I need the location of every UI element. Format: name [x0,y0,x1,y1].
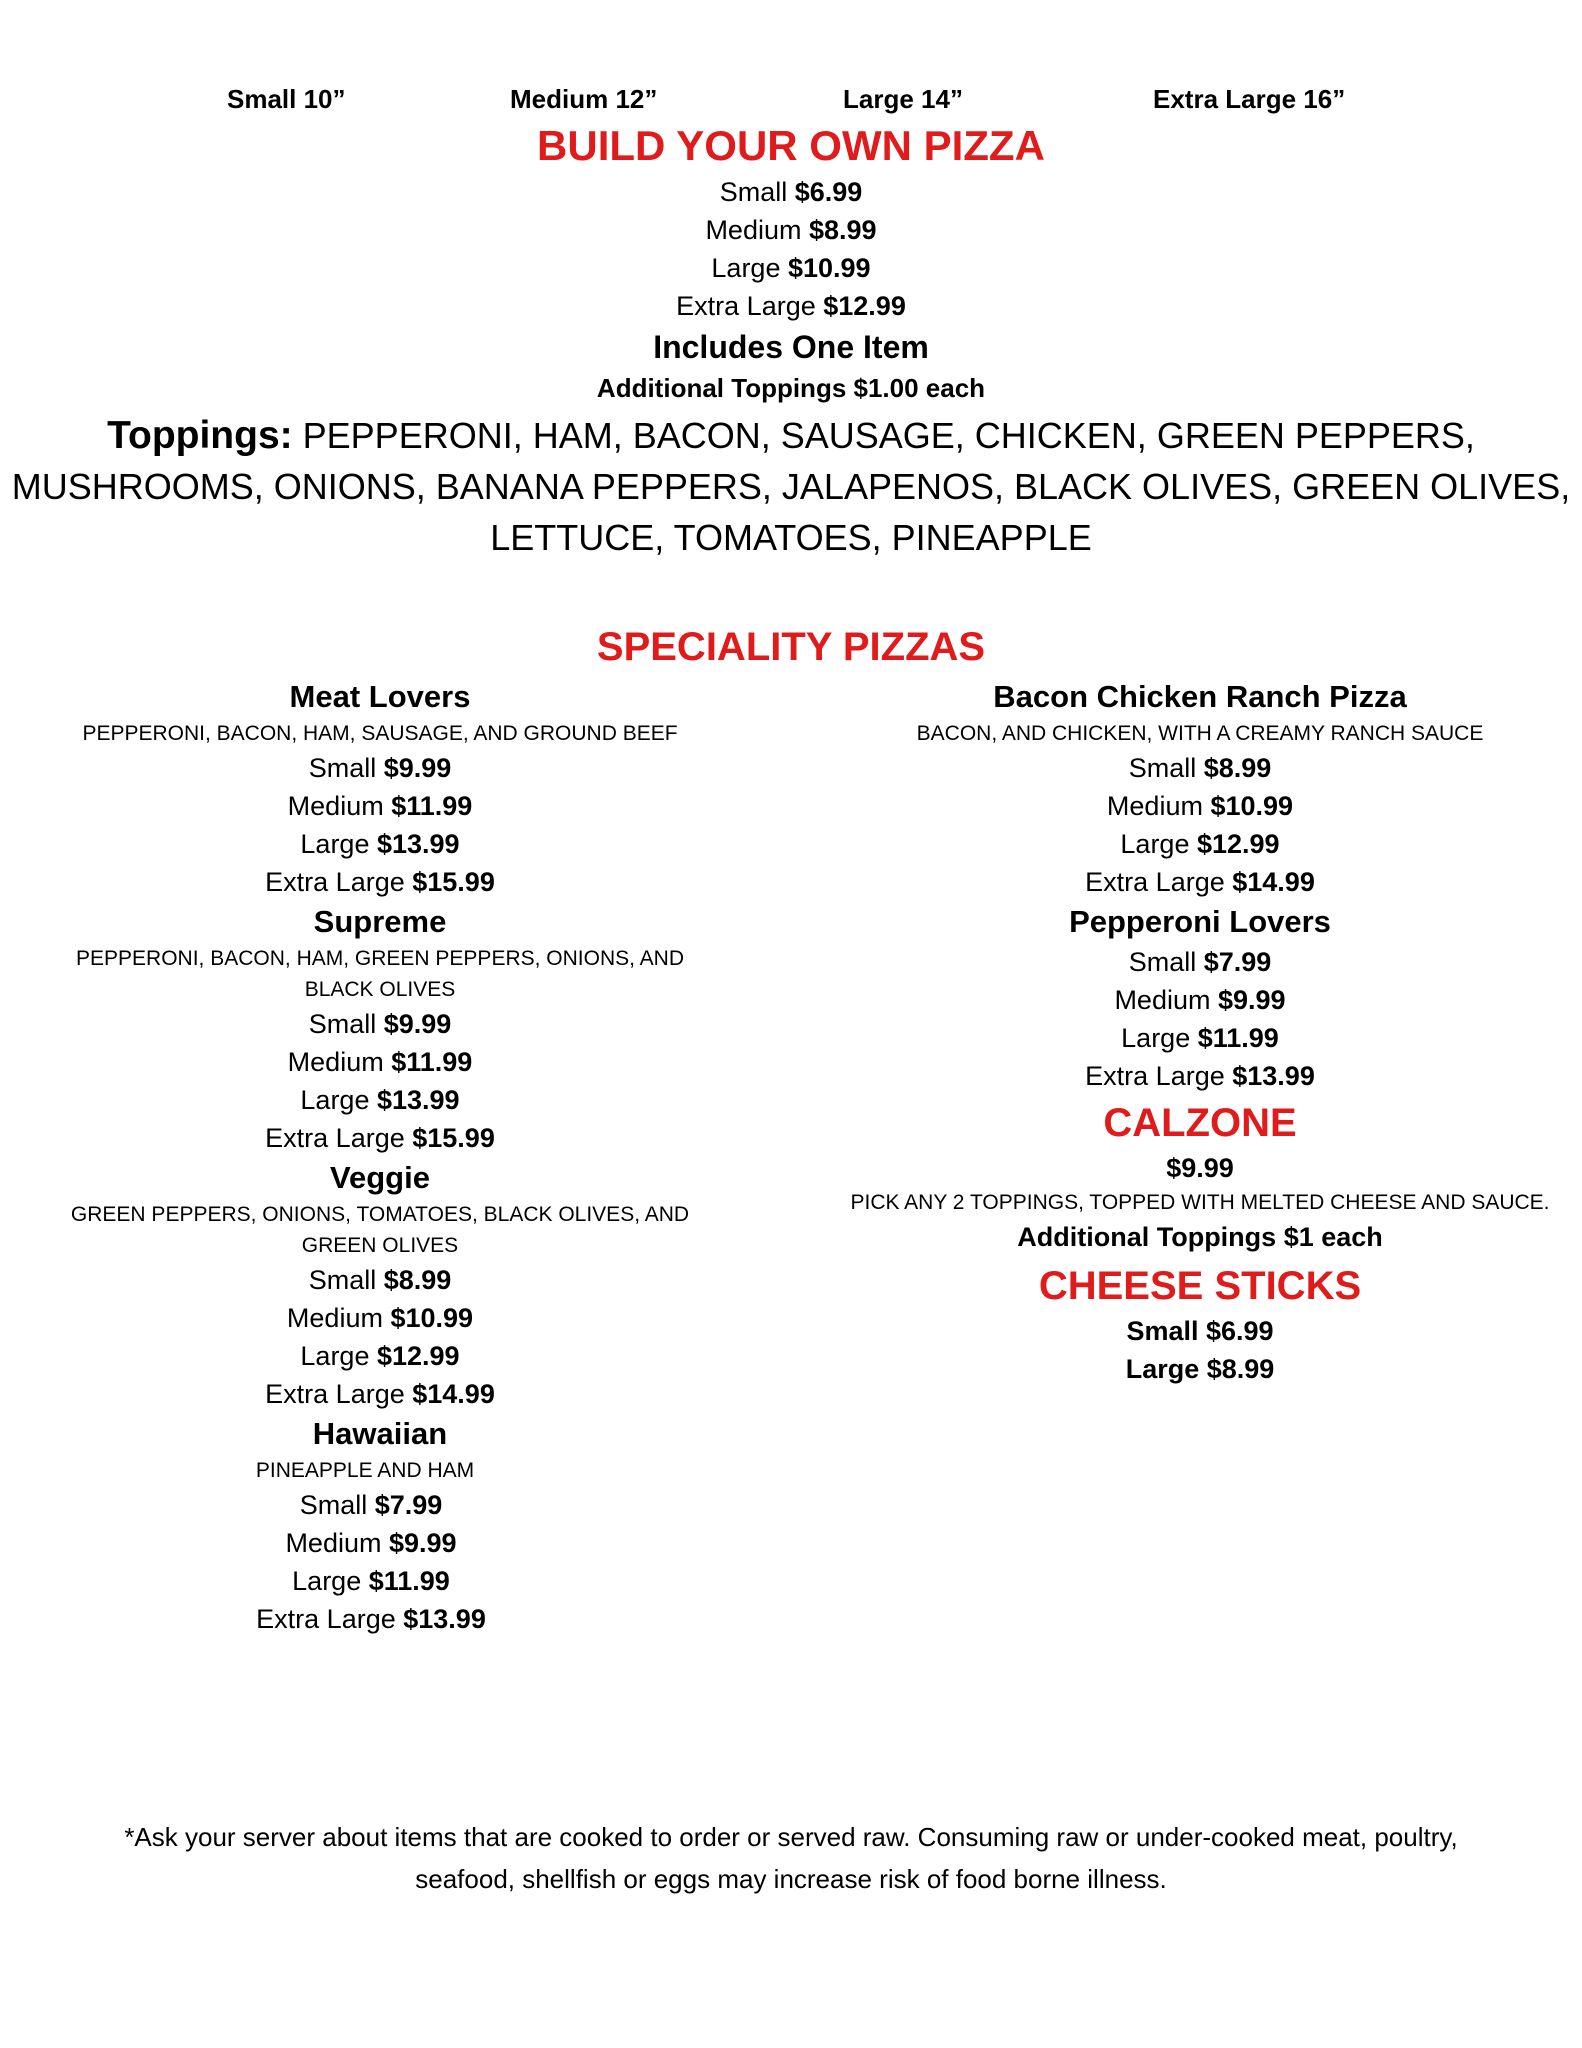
toppings-list [0,410,1582,563]
price-line-extra-large [0,287,1582,325]
build-your-own-title: BUILD YOUR OWN PIZZA [537,122,1045,169]
price-line [840,787,1560,825]
price-line [30,863,730,901]
size-label: Extra Large [1085,867,1225,897]
price-line [840,943,1560,981]
price-value: $12.99 [376,1341,460,1371]
additional-toppings-note: Additional Toppings $1.00 each [596,373,986,403]
size-label: Small [1128,947,1197,977]
price-line [840,981,1560,1019]
size-label: Small [308,1009,377,1039]
size-label: Medium [287,1047,384,1077]
price-value: $14.99 [412,1379,495,1409]
size-label: Large [300,829,370,859]
size-label: Medium [286,1303,383,1333]
price-line [30,1081,730,1119]
pizza-name: Pepperoni Lovers [1069,904,1331,939]
size-label: Medium [287,791,384,821]
pizza-description: PEPPERONI, BACON, HAM, SAUSAGE, AND GROUND BEEF [82,722,678,745]
size-header-small: Small 10” [227,84,346,114]
size-label: Medium [705,215,802,245]
pizza-name: Bacon Chicken Ranch Pizza [993,679,1407,714]
price-value: $9.99 [383,753,452,783]
calzone-title: CALZONE [1103,1101,1297,1145]
price-line [30,1486,730,1524]
price-value: $9.99 [388,1528,457,1558]
price-value: $8.99 [1203,753,1272,783]
size-label: Extra Large [265,867,405,897]
disclaimer-line-1: *Ask your server about items that are cooked to order or served raw. Consuming raw or under-cooked meat, poultry, [124,1822,1458,1852]
speciality-pizzas-title: SPECIALITY PIZZAS [596,625,986,669]
size-label: Large [300,1341,370,1371]
cheese-sticks-title: CHEESE STICKS [1038,1264,1362,1308]
price-line [30,1337,730,1375]
size-label: Small [308,753,377,783]
calzone-price: $9.99 [1166,1153,1234,1183]
price-line [30,1261,730,1299]
size-label: Extra Large [265,1379,405,1409]
price-value: $7.99 [374,1490,443,1520]
size-label: Small [308,1265,377,1295]
price-line-small [0,173,1582,211]
size-label: Small [299,1490,368,1520]
build-your-own-prices [0,173,1582,325]
food-safety-disclaimer [0,1816,1582,1900]
price-line [840,1057,1560,1095]
price-value: $10.99 [787,253,871,283]
size-label: Large [292,1566,362,1596]
pizza-name: Meat Lovers [289,679,471,714]
price-line [30,749,730,787]
toppings-line-1 [0,410,1582,461]
price-value: $8.99 [383,1265,452,1295]
size-label: Medium [1106,791,1203,821]
size-label: Extra Large [256,1604,396,1634]
size-label: Extra Large [265,1123,405,1153]
price-value: $15.99 [412,1123,495,1153]
price-line [30,1005,730,1043]
price-line [30,1043,730,1081]
speciality-right-column [840,676,1560,1388]
pizza-description: GREEN PEPPERS, ONIONS, TOMATOES, BLACK OLIVES, AND GREEN OLIVES [70,1203,690,1257]
price-value: $15.99 [412,867,495,897]
price-value: $14.99 [1232,867,1315,897]
pizza-name: Supreme [313,904,447,939]
toppings-text: PEPPERONI, HAM, BACON, SAUSAGE, CHICKEN, GREEN PEPPERS, [302,415,1475,456]
price-line [30,1375,730,1413]
price-line [30,787,730,825]
price-line-medium [0,211,1582,249]
size-label: Medium [285,1528,382,1558]
size-label: Large [711,253,781,283]
pizza-description: PEPPERONI, BACON, HAM, GREEN PEPPERS, ONIONS, AND BLACK OLIVES [76,947,684,1001]
price-value: $13.99 [403,1604,486,1634]
includes-one-item: Includes One Item [653,329,929,365]
size-header-extra-large: Extra Large 16” [1153,84,1346,114]
price-value: $8.99 [808,215,877,245]
price-value: $11.99 [368,1566,450,1596]
price-line [30,1119,730,1157]
price-line [30,1562,730,1600]
price-value: $11.99 [391,1047,473,1077]
pizza-name: Hawaiian [312,1416,448,1451]
size-label: Medium [1114,985,1211,1015]
price-line [840,825,1560,863]
size-label: Large [300,1085,370,1115]
size-label: Extra Large [1085,1061,1225,1091]
price-value: $10.99 [390,1303,474,1333]
price-line [840,749,1560,787]
size-header-medium: Medium 12” [510,84,658,114]
price-value: $12.99 [1196,829,1280,859]
toppings-line-2: MUSHROOMS, ONIONS, BANANA PEPPERS, JALAPENOS, BLACK OLIVES, GREEN OLIVES, [11,466,1571,507]
price-line [30,1299,730,1337]
disclaimer-line-2: seafood, shellfish or eggs may increase risk of food borne illness. [415,1864,1167,1894]
price-line [840,1019,1560,1057]
price-value: $11.99 [1197,1023,1279,1053]
price-value: $13.99 [376,1085,460,1115]
price-value: $11.99 [391,791,473,821]
price-line [30,1524,730,1562]
price-value: $13.99 [1232,1061,1315,1091]
price-value: $9.99 [1217,985,1286,1015]
pizza-description: PINEAPPLE AND HAM [255,1459,475,1482]
size-label: Large [1120,829,1190,859]
size-header-large: Large 14” [843,84,963,114]
pizza-name: Veggie [330,1160,430,1195]
cheese-sticks-large: Large $8.99 [1125,1354,1275,1384]
pizza-description: BACON, AND CHICKEN, WITH A CREAMY RANCH SAUCE [916,722,1484,745]
toppings-label: Toppings: [107,414,293,457]
price-value: $6.99 [794,177,863,207]
price-line-large [0,249,1582,287]
price-value: $10.99 [1210,791,1294,821]
speciality-left-column [30,676,730,1638]
price-line [30,825,730,863]
calzone-description: PICK ANY 2 TOPPINGS, TOPPED WITH MELTED CHEESE AND SAUCE. [850,1191,1550,1214]
price-line [840,863,1560,901]
price-value: $13.99 [376,829,460,859]
price-line [30,1600,730,1638]
cheese-sticks-small: Small $6.99 [1126,1316,1274,1346]
size-label: Small [1128,753,1197,783]
toppings-line-3: LETTUCE, TOMATOES, PINEAPPLE [490,517,1092,558]
price-value: $12.99 [823,291,906,321]
size-label: Large [1121,1023,1191,1053]
size-label: Small [719,177,788,207]
price-value: $7.99 [1203,947,1272,977]
calzone-additional-toppings: Additional Toppings $1 each [1017,1222,1383,1252]
size-label: Extra Large [676,291,816,321]
price-value: $9.99 [383,1009,452,1039]
